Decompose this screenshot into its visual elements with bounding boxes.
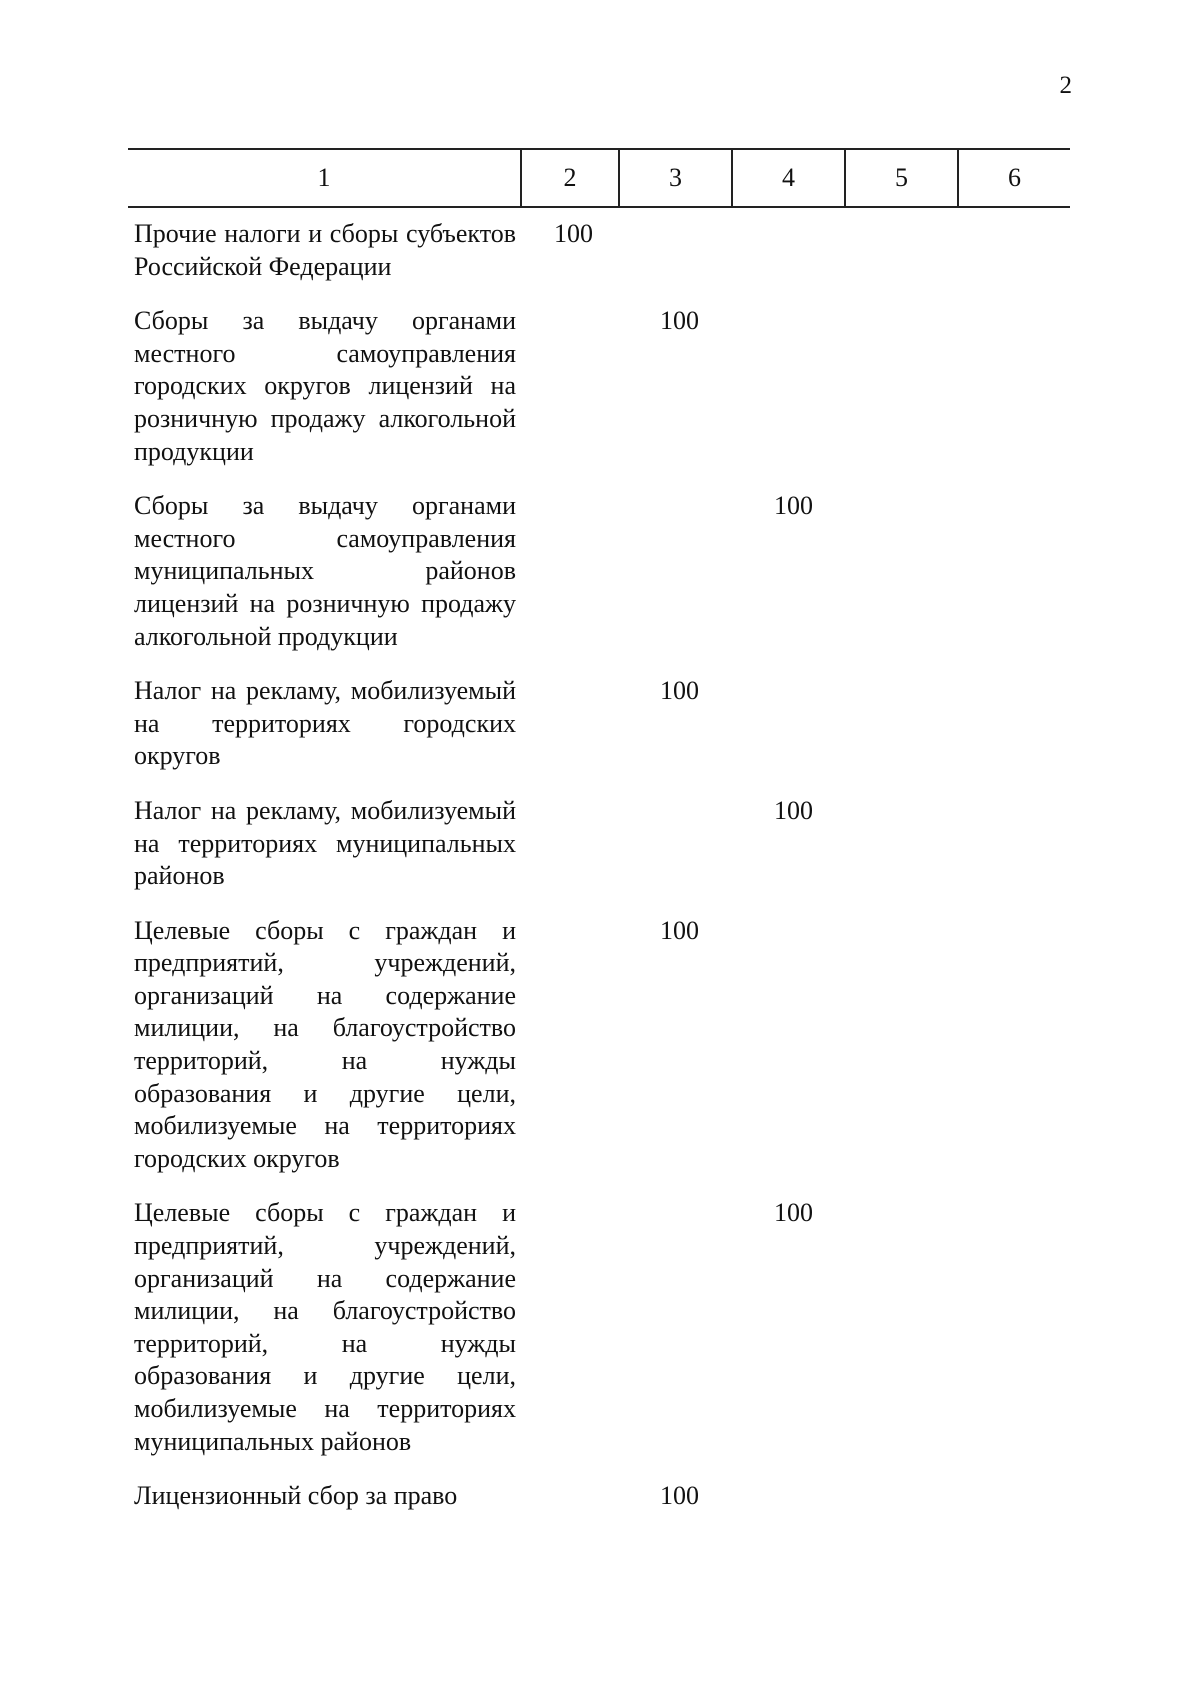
table-row	[134, 915, 1070, 1176]
row-description: Прочие налоги и сборы субъектов Российской Федерации	[134, 219, 516, 281]
row-value: 100	[660, 306, 699, 336]
column-header-3: 3	[618, 150, 731, 206]
row-description: Лицензионный сбор за право	[134, 1481, 458, 1511]
table-row	[134, 490, 1070, 653]
table-row	[134, 1480, 1070, 1513]
table-body	[134, 218, 1070, 1535]
row-value: 100	[660, 915, 699, 945]
column-header-1: 1	[317, 163, 331, 192]
row-value: 100	[774, 795, 813, 825]
table-row	[134, 1197, 1070, 1458]
row-description: Целевые сборы с граждан и предприятий, учреждений, организаций на содержание милиции, на благоустройство территорий, на нужды образования и другие цели, мобилизуемые на территориях городских округов	[134, 915, 516, 1173]
column-header-5: 5	[844, 150, 957, 206]
row-description: Налог на рекламу, мобилизуемый на территориях городских округов	[134, 676, 516, 771]
row-description: Налог на рекламу, мобилизуемый на территориях муниципальных районов	[134, 795, 516, 891]
column-header-2: 2	[520, 150, 618, 206]
row-description: Сборы за выдачу органами местного самоуправления муниципальных районов лицензий на розничную продажу алкогольной продукции	[134, 491, 516, 651]
row-description: Сборы за выдачу органами местного самоуправления городских округов лицензий на розничную продажу алкогольной продукции	[134, 306, 516, 466]
page-number: 2	[1059, 72, 1072, 99]
table-row	[134, 795, 1070, 893]
table-row	[134, 305, 1070, 468]
row-value: 100	[774, 1198, 813, 1228]
row-value: 100	[554, 219, 593, 248]
table-row	[134, 675, 1070, 773]
row-value: 100	[774, 491, 813, 521]
row-value: 100	[660, 676, 699, 706]
column-header-4: 4	[731, 150, 844, 206]
table-row	[134, 218, 1070, 283]
table-header	[128, 148, 1070, 208]
row-value: 100	[660, 1481, 699, 1511]
column-header-6: 6	[957, 150, 1070, 206]
row-description: Целевые сборы с граждан и предприятий, учреждений, организаций на содержание милиции, на благоустройство территорий, на нужды образования и другие цели, мобилизуемые на территориях муниципальных районов	[134, 1198, 516, 1456]
